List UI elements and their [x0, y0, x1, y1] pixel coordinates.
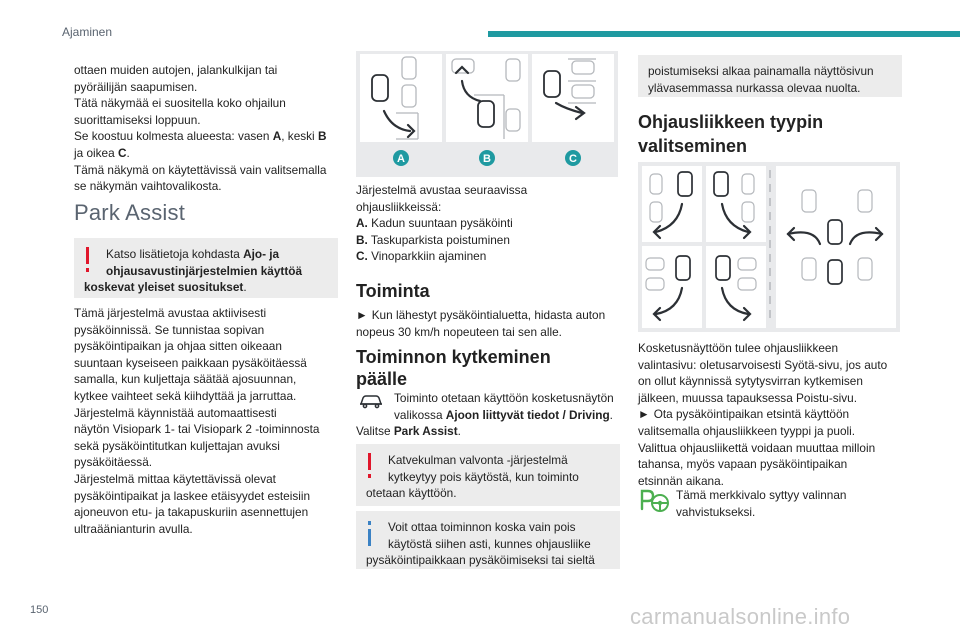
- column-1: [74, 62, 342, 195]
- maneuver-item: B. Taskuparkista poistuminen: [356, 232, 510, 247]
- body-line: kytkee vaihteet sekä kiihdyttää ja jarruttaa.: [74, 388, 297, 403]
- body-line: ajoneuvon etu- ja takapuskuriin asennettujen: [74, 505, 309, 520]
- maneuver-type-diagram: [638, 162, 900, 332]
- zones-line: ja oikea C.: [74, 145, 130, 160]
- body-line: ultraäänianturin avulla.: [74, 521, 193, 536]
- park-assist-lamp-icon: [638, 487, 670, 515]
- info-line: pysäköintipaikkaan pysäköimiseksi tai sieltä: [366, 553, 595, 568]
- park-assist-body: [74, 305, 342, 537]
- text-line: nopeus 30 km/h nopeuteen tai sen alle.: [356, 324, 562, 339]
- body-line: pysäköitäessä.: [74, 455, 153, 470]
- view-line: se näkymän vaihtovalikosta.: [74, 179, 222, 194]
- intro-line: Tätä näkymää ei suositella koko ohjailun: [74, 96, 286, 111]
- intro-line: pyöräilijän saapumisen.: [74, 79, 198, 94]
- toiminta-heading: Toiminta: [356, 281, 430, 301]
- body-line: Järjestelmä mittaa käytettävissä olevat: [74, 471, 276, 486]
- text-line: valikossa Ajoon liittyvät tiedot / Driving.: [394, 407, 613, 422]
- zone-label-a: A: [397, 153, 405, 165]
- maneuver-type-heading: Ohjausliikkeen tyypin valitseminen: [638, 112, 824, 156]
- warning-line: ohjausavustinjärjestelmien käyttöä: [106, 263, 303, 278]
- zone-label-c: C: [569, 153, 577, 165]
- maneuver-item: A. Kadun suuntaan pysäköinti: [356, 216, 513, 231]
- warning-line: otetaan käyttöön.: [366, 486, 457, 501]
- info-line: ylävasemmassa nurkassa olevaa nuolta.: [648, 80, 861, 95]
- text-line: valintasivu: oletusarvoisesti Syötä-sivu, jos auto: [638, 357, 888, 372]
- text-line: ► Ota pysäköintipaikan etsintä käyttöön: [638, 407, 850, 422]
- toiminta-text: [356, 307, 624, 340]
- info-line: käytöstä siihen asti, kunnes ohjausliike: [388, 536, 591, 551]
- maneuver-item: C. Vinoparkkiin ajaminen: [356, 249, 487, 264]
- maneuver-type-illustration: [638, 162, 900, 332]
- switch-on-text: [356, 390, 624, 440]
- warning-line: Katvekulman valvonta -järjestelmä: [388, 453, 568, 467]
- body-line: pysäköinnissä. Se tunnistaa sopivan: [74, 322, 265, 337]
- indicator-lamp-block: [638, 487, 906, 520]
- park-assist-heading: Park Assist: [74, 200, 186, 225]
- car-menu-icon: [358, 392, 384, 410]
- warning-icon: [84, 247, 90, 273]
- text-line: on ollut käynnissä sytytysvirran kytkemisen: [638, 374, 863, 389]
- info-line: poistumiseksi alkaa painamalla näyttösivun: [648, 64, 874, 78]
- zone-label-b: B: [483, 153, 491, 165]
- text-line: Valitse Park Assist.: [356, 424, 461, 439]
- zones-line: Se koostuu kolmesta alueesta: vasen A, keski B: [74, 129, 327, 144]
- body-line: näytön Visiopark 1- tai Visiopark 2 -toiminnosta: [74, 422, 320, 437]
- info-icon: [366, 521, 372, 547]
- view-line: Tämä näkymä on käytettävissä vain valitsemalla: [74, 162, 327, 177]
- body-line: samalla, kun kuljettaja säätää ajosuunnan,: [74, 372, 297, 387]
- warning-icon: [366, 453, 372, 479]
- warning-line: koskevat yleiset suositukset.: [84, 280, 247, 295]
- maneuver-diagram: [356, 51, 618, 177]
- text-line: vahvistukseksi.: [676, 504, 756, 519]
- text-line: Tämä merkkivalo syttyy valinnan: [676, 488, 847, 502]
- body-line: pysäköintipaikan ja ohjaa sitten oikeaan: [74, 339, 282, 354]
- watermark: carmanualsonline.info: [630, 604, 851, 629]
- maneuver-type-text: [638, 340, 906, 489]
- body-line: suuntaan kyseiseen paikkaan pysäköitäessä: [74, 355, 307, 370]
- maneuver-list-block: [356, 182, 624, 265]
- text-line: ► Kun lähestyt pysäköintialuetta, hidasta auton: [356, 308, 606, 322]
- warning-notice-2: [356, 444, 620, 506]
- maneuver-illustration: [356, 51, 618, 177]
- switch-on-heading: Toiminnon kytkeminen päälle: [356, 347, 551, 389]
- text-line: tahansa, myös vapaan pysäköintipaikan: [638, 457, 848, 472]
- body-line: Tämä järjestelmä avustaa aktiivisesti: [74, 306, 267, 320]
- text-line: Kosketusnäyttöön tulee ohjausliikkeen: [638, 341, 839, 355]
- body-line: pysäköintipaikat ja laskee etäisyydet esteisiin: [74, 488, 311, 503]
- warning-line: kytkeytyy pois käytöstä, kun toiminto: [388, 469, 579, 484]
- info-notice-continued: [638, 55, 902, 97]
- text-line: jälkeen, muussa tapauksessa Poistu-sivu.: [638, 390, 858, 405]
- text-line: etsinnän aikana.: [638, 473, 724, 488]
- body-line: sekä pysäköintitutkan kuljettajan avuksi: [74, 438, 280, 453]
- intro-line: suorittamiseksi loppuun.: [74, 112, 201, 127]
- warning-line: Katso lisätietoja kohdasta Ajo- ja: [106, 247, 280, 261]
- body-line: Järjestelmä käynnistää automaattisesti: [74, 405, 277, 420]
- info-notice: [356, 511, 620, 569]
- intro-line: ottaen muiden autojen, jalankulkijan tai: [74, 63, 278, 77]
- text-line: Toiminto otetaan käyttöön kosketusnäytön: [394, 391, 614, 405]
- section-title: Ajaminen: [62, 25, 113, 39]
- text-line: Järjestelmä avustaa seuraavissa: [356, 183, 528, 197]
- text-line: ohjausliikkeissä:: [356, 199, 442, 214]
- text-line: valitsemalla ohjausliikkeen tyyppi ja puoli.: [638, 423, 856, 438]
- warning-notice-1: [74, 238, 338, 298]
- page-number: 150: [30, 604, 49, 616]
- info-line: Voit ottaa toiminnon koska vain pois: [388, 520, 576, 534]
- header-accent-bar: [488, 31, 960, 37]
- text-line: Valittua ohjausliikettä voidaan muuttaa milloin: [638, 440, 876, 455]
